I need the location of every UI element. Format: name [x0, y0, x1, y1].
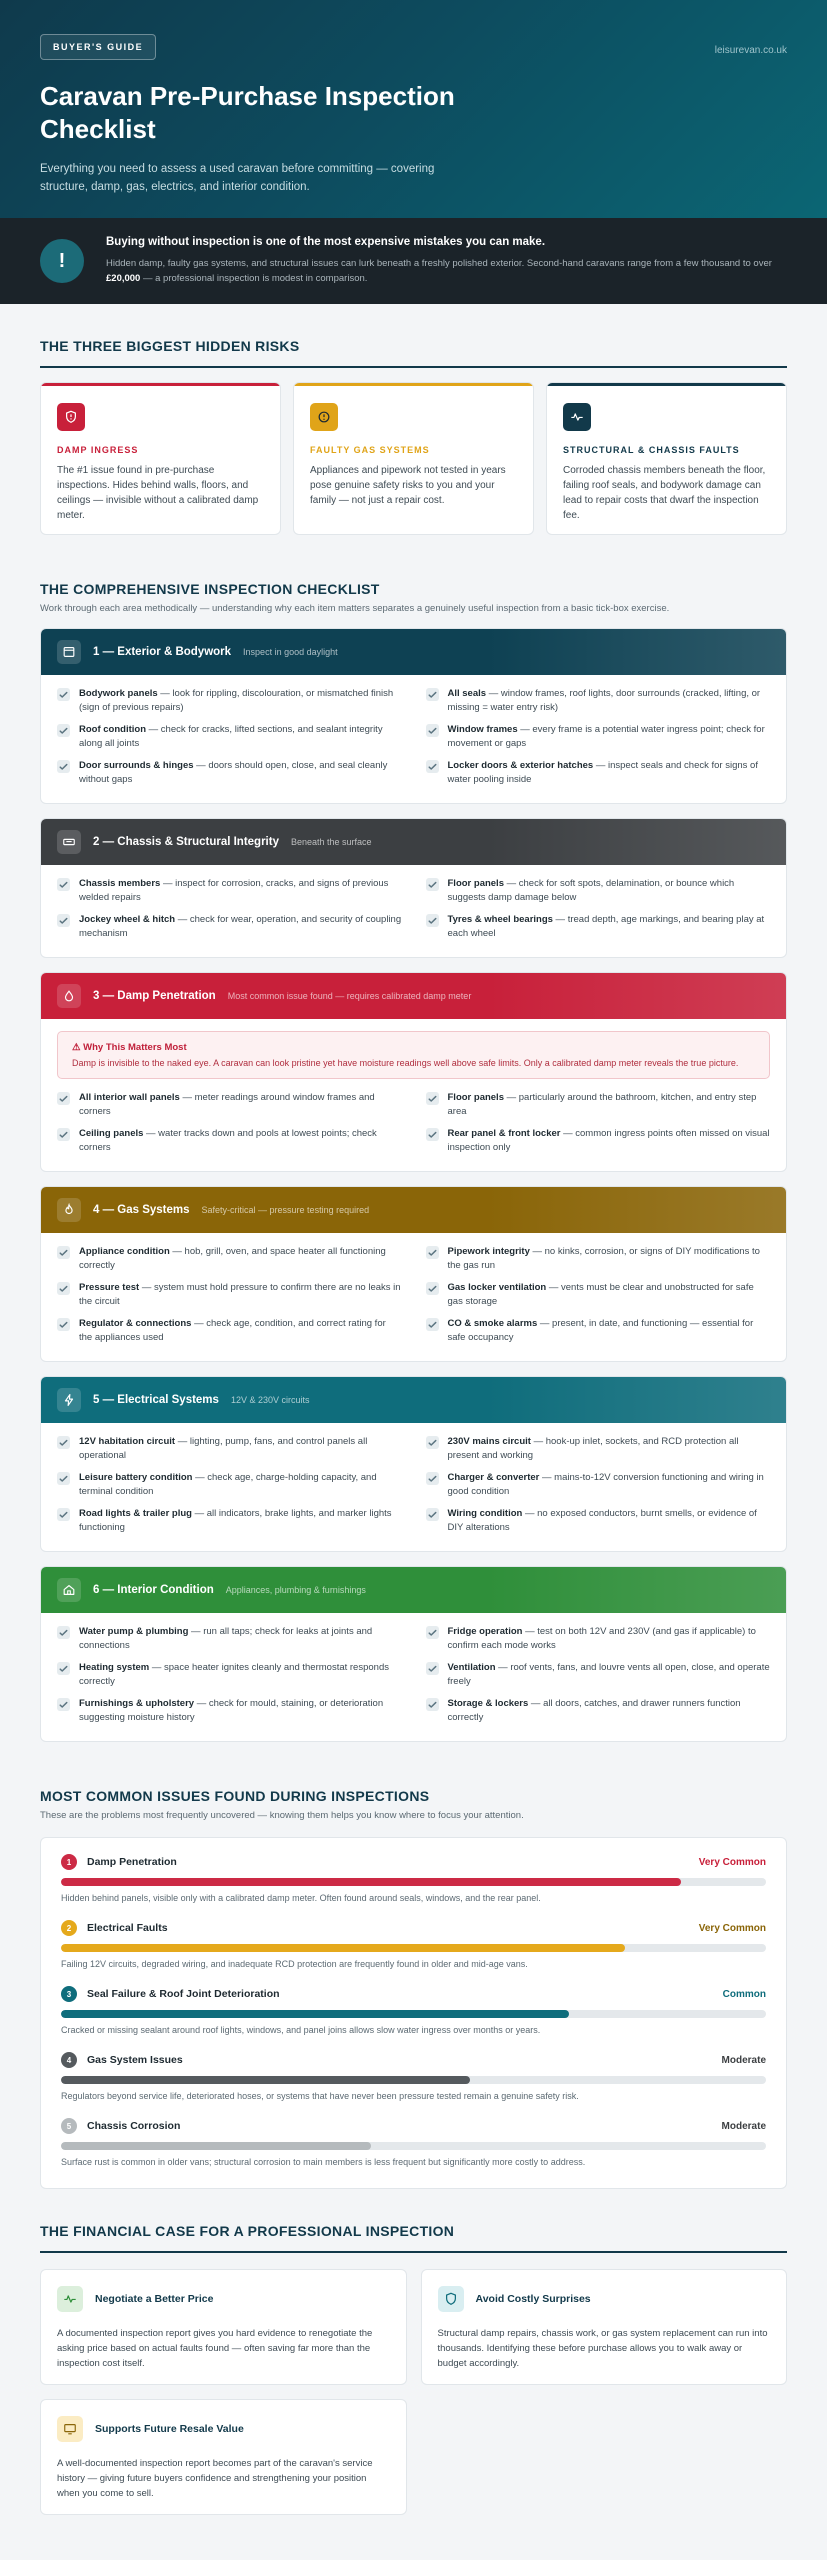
- section-divider: [40, 366, 787, 368]
- checklist-item-name: Jockey wheel & hitch: [79, 914, 176, 925]
- checklist-item[interactable]: [57, 1507, 402, 1535]
- checklist-item-text: [448, 1435, 771, 1463]
- checklist-item[interactable]: [426, 723, 771, 751]
- section-title-financial: THE FINANCIAL CASE FOR A PROFESSIONAL INSPECTION: [40, 2223, 455, 2239]
- checklist-item-name: Fridge operation: [447, 1626, 523, 1637]
- warning-banner: [0, 218, 827, 304]
- category-header: [41, 1377, 786, 1423]
- checklist-item-text: [79, 1245, 402, 1273]
- checklist-item-text: [79, 1281, 402, 1309]
- checklist-item-text: [448, 913, 771, 941]
- checklist-item-name: 230V mains circuit: [447, 1436, 531, 1447]
- checkbox-check-icon[interactable]: [426, 724, 439, 737]
- checklist-item[interactable]: [426, 1317, 771, 1345]
- checkbox-check-icon[interactable]: [426, 1436, 439, 1449]
- checklist-item-name: All seals: [447, 688, 487, 699]
- issue-rank-badge: 4: [61, 2052, 77, 2068]
- checklist-item-text: [448, 1471, 771, 1499]
- checkbox-check-icon[interactable]: [426, 1318, 439, 1331]
- checklist-item-text: [79, 687, 402, 715]
- financial-cards: [40, 2269, 787, 2515]
- checklist-item-name: Rear panel & front locker: [447, 1128, 561, 1139]
- checklist-item-text: [448, 1697, 771, 1725]
- checklist-item[interactable]: [426, 1507, 771, 1535]
- price-highlight: £20,000: [106, 273, 141, 284]
- category-header: [41, 629, 786, 675]
- checklist-item-text: [448, 1317, 771, 1345]
- checklist-item-text: [79, 1625, 402, 1653]
- issue-frequency: Common: [722, 1988, 766, 2000]
- checklist-item-name: Window frames: [447, 724, 518, 735]
- checkbox-check-icon[interactable]: [426, 1246, 439, 1259]
- risk-label: FAULTY GAS SYSTEMS: [310, 445, 430, 455]
- checkbox-check-icon[interactable]: [426, 878, 439, 891]
- checklist-item-name: Ceiling panels: [79, 1128, 144, 1139]
- issue-row: [61, 2118, 766, 2167]
- checklist-item-text: [448, 1507, 771, 1535]
- financial-section: [0, 2189, 827, 2515]
- checklist-item-detail: — check age, charge-holding capacity, and terminal condition: [79, 1472, 377, 1497]
- category-title: 2 — Chassis & Structural Integrity: [93, 836, 279, 848]
- checklist-item[interactable]: [426, 877, 771, 905]
- checklist-item-detail: — check for mould, staining, or deterioration suggesting moisture history: [79, 1698, 384, 1723]
- checkbox-check-icon[interactable]: [426, 1472, 439, 1485]
- checklist-item-name: Road lights & trailer plug: [79, 1508, 192, 1519]
- issue-frequency: Moderate: [721, 2054, 766, 2066]
- issue-frequency-fill: [61, 2142, 371, 2150]
- checklist-item-name: Storage & lockers: [447, 1698, 529, 1709]
- bolt-icon: [57, 1388, 81, 1412]
- checkbox-check-icon[interactable]: [57, 1318, 70, 1331]
- checklist-item-name: Door surrounds & hinges: [79, 760, 194, 771]
- category-subtitle: Safety-critical — pressure testing required: [201, 1205, 370, 1215]
- checklist-item[interactable]: [57, 877, 402, 905]
- checklist-item-name: Ventilation: [447, 1662, 496, 1673]
- issue-name: Chassis Corrosion: [87, 2120, 181, 2132]
- shield-alert-icon: [57, 403, 85, 431]
- checklist-item-text: [448, 1245, 771, 1273]
- checklist-item[interactable]: [57, 687, 402, 715]
- page-title: Caravan Pre-Purchase Inspection Checklist: [40, 81, 455, 144]
- section-title-checklist: THE COMPREHENSIVE INSPECTION CHECKLIST: [40, 581, 380, 597]
- checkbox-check-icon[interactable]: [57, 1128, 70, 1141]
- issue-frequency-bar: [61, 2010, 766, 2018]
- checklist-item-detail: — check for wear, operation, and security of coupling mechanism: [79, 914, 402, 939]
- checkbox-check-icon[interactable]: [426, 1698, 439, 1711]
- checklist-item[interactable]: [426, 759, 771, 787]
- pulse-icon: [57, 2286, 83, 2312]
- checkbox-check-icon[interactable]: [57, 1282, 70, 1295]
- checkbox-check-icon[interactable]: [57, 1662, 70, 1675]
- checklist-item[interactable]: [57, 1091, 402, 1119]
- checklist-item[interactable]: [426, 687, 771, 715]
- financial-card-title: Supports Future Resale Value: [95, 2423, 244, 2435]
- checklist-categories: [0, 628, 827, 1742]
- checklist-item-detail: — roof vents, fans, and louvre vents all open, close, and operate freely: [447, 1662, 770, 1687]
- financial-card-description: Structural damp repairs, chassis work, or gas system replacement can run into thousands. Identifying these before purchase allows you to walk away or budget accordingly.: [437, 2328, 768, 2369]
- section-divider: [40, 2251, 787, 2253]
- checkbox-check-icon[interactable]: [426, 1508, 439, 1521]
- financial-card: [421, 2269, 788, 2385]
- warning-body: Hidden damp, faulty gas systems, and structural issues can lurk beneath a freshly polished exterior. Second-hand caravans range from a few thousand to over £20,000 — a professional inspection is modest in comparison.: [106, 258, 772, 284]
- checklist-item[interactable]: [426, 1245, 771, 1273]
- why-matters-title: ⚠ Why This Matters Most: [72, 1042, 187, 1053]
- category-subtitle: 12V & 230V circuits: [230, 1395, 310, 1405]
- checkbox-check-icon[interactable]: [426, 1092, 439, 1105]
- checklist-item[interactable]: [426, 1127, 771, 1155]
- issue-frequency-bar: [61, 1944, 766, 1952]
- checklist-item-name: Gas locker ventilation: [447, 1282, 547, 1293]
- risk-card: [546, 382, 787, 535]
- risk-card: [40, 382, 281, 535]
- issue-frequency-bar: [61, 2076, 766, 2084]
- checklist-item[interactable]: [426, 1281, 771, 1309]
- checklist-item-text: [448, 1127, 771, 1155]
- checklist-item-detail: — test on both 12V and 230V (and gas if applicable) to confirm each mode works: [447, 1626, 756, 1651]
- checklist-item-text: [448, 687, 771, 715]
- issue-rank-badge: 1: [61, 1854, 77, 1870]
- issue-frequency: Very Common: [698, 1856, 766, 1868]
- checklist-item-detail: — all doors, catches, and drawer runners function correctly: [447, 1698, 741, 1723]
- checklist-item-text: [79, 1661, 402, 1689]
- checklist-category: [40, 972, 787, 1172]
- checklist-item-name: Floor panels: [447, 878, 504, 889]
- checklist-item[interactable]: [426, 913, 771, 941]
- financial-card-title: Avoid Costly Surprises: [475, 2293, 591, 2305]
- risk-label: STRUCTURAL & CHASSIS FAULTS: [563, 445, 740, 455]
- issue-name: Seal Failure & Roof Joint Deterioration: [87, 1988, 280, 2000]
- checklist-item-detail: — inspect seals and check for signs of water pooling inside: [447, 760, 758, 785]
- checkbox-check-icon[interactable]: [426, 914, 439, 927]
- monitor-icon: [57, 2416, 83, 2442]
- issue-frequency-fill: [61, 1944, 625, 1952]
- issues-card: [40, 1837, 787, 2189]
- warning-headline: Buying without inspection is one of the most expensive mistakes you can make.: [106, 236, 546, 248]
- checklist-item-detail: — tread depth, age markings, and bearing play at each wheel: [447, 914, 765, 939]
- risk-description: Corroded chassis members beneath the floor, failing roof seals, and bodywork damage can lead to repair costs that dwarf the inspection fee.: [563, 465, 766, 521]
- checklist-category: [40, 628, 787, 804]
- financial-card: [40, 2269, 407, 2385]
- section-subtitle-issues: These are the problems most frequently uncovered — knowing them helps you know where to focus your attention.: [40, 1810, 524, 1821]
- checklist-item-detail: — inspect for corrosion, cracks, and signs of previous welded repairs: [79, 878, 389, 903]
- checklist-item[interactable]: [57, 1625, 402, 1653]
- checkbox-check-icon[interactable]: [57, 1698, 70, 1711]
- issue-frequency-fill: [61, 2076, 470, 2084]
- checklist-item-name: Tyres & wheel bearings: [447, 914, 553, 925]
- checklist-item-name: All interior wall panels: [79, 1092, 180, 1103]
- checklist-item-text: [448, 1661, 771, 1689]
- category-header: [41, 819, 786, 865]
- checklist-item-text: [448, 759, 771, 787]
- checklist-item-name: 12V habitation circuit: [79, 1436, 176, 1447]
- category-header: [41, 973, 786, 1019]
- why-matters-callout: [57, 1031, 770, 1079]
- category-subtitle: Most common issue found — requires calibrated damp meter: [227, 991, 472, 1001]
- site-link[interactable]: leisurevan.co.uk: [714, 45, 787, 56]
- droplet-icon: [57, 984, 81, 1008]
- checklist-item-detail: — check for cracks, lifted sections, and sealant integrity along all joints: [79, 724, 383, 749]
- pulse-icon: [563, 403, 591, 431]
- checklist-item-text: [79, 1317, 402, 1345]
- common-issues-section: [0, 1756, 827, 2189]
- checklist-item[interactable]: [57, 1317, 402, 1345]
- checklist-item-text: [79, 1091, 402, 1119]
- flame-icon: [57, 1198, 81, 1222]
- checklist-item[interactable]: [57, 1127, 402, 1155]
- checklist-item-text: [79, 1435, 402, 1463]
- issue-frequency: Very Common: [698, 1922, 766, 1934]
- checklist-item-detail: — vents must be clear and unobstructed for safe gas storage: [447, 1282, 754, 1307]
- checklist-item[interactable]: [57, 1281, 402, 1309]
- exclamation-icon: !: [40, 239, 84, 283]
- checklist-item-name: Locker doors & exterior hatches: [447, 760, 594, 771]
- checklist-item-text: [79, 913, 402, 941]
- checkbox-check-icon[interactable]: [426, 1662, 439, 1675]
- checklist-item-text: [79, 1127, 402, 1155]
- financial-card-title: Negotiate a Better Price: [95, 2293, 214, 2305]
- checklist-item-name: Floor panels: [447, 1092, 504, 1103]
- checklist-item[interactable]: [426, 1697, 771, 1725]
- checklist-item-text: [448, 1091, 771, 1119]
- category-subtitle: Inspect in good daylight: [243, 647, 338, 657]
- risk-cards: [40, 382, 787, 535]
- checklist-item[interactable]: [57, 1435, 402, 1463]
- checklist-item-text: [79, 877, 402, 905]
- financial-card: [40, 2399, 407, 2515]
- checklist-category: [40, 1186, 787, 1362]
- checkbox-check-icon[interactable]: [57, 914, 70, 927]
- checklist-item-detail: — space heater ignites cleanly and thermostat responds correctly: [79, 1662, 389, 1687]
- issue-note: Hidden behind panels, visible only with a calibrated damp meter. Often found around seals, windows, and the rear panel.: [61, 1893, 541, 1903]
- checkbox-check-icon[interactable]: [57, 724, 70, 737]
- checklist-item-detail: — all indicators, brake lights, and marker lights functioning: [79, 1508, 392, 1533]
- checklist-item-detail: — common ingress points often missed on visual inspection only: [447, 1128, 770, 1153]
- checkbox-check-icon[interactable]: [426, 1626, 439, 1639]
- checklist-item-text: [79, 759, 402, 787]
- checklist-item-name: Roof condition: [79, 724, 147, 735]
- warning-circle-icon: [310, 403, 338, 431]
- issue-rank-badge: 3: [61, 1986, 77, 2002]
- checklist-item[interactable]: [57, 1245, 402, 1273]
- section-title-issues: MOST COMMON ISSUES FOUND DURING INSPECTIONS: [40, 1788, 430, 1804]
- category-header: [41, 1187, 786, 1233]
- checklist-item[interactable]: [57, 723, 402, 751]
- checklist-item-name: Water pump & plumbing: [79, 1626, 189, 1637]
- checklist-item-name: Pressure test: [79, 1282, 140, 1293]
- guide-badge: BUYER'S GUIDE: [40, 34, 156, 60]
- checklist-item-text: [79, 723, 402, 751]
- checklist-item[interactable]: [426, 1625, 771, 1653]
- checklist-item[interactable]: [57, 1471, 402, 1499]
- home-icon: [57, 1578, 81, 1602]
- issue-frequency-bar: [61, 1878, 766, 1886]
- checklist-item-text: [448, 723, 771, 751]
- issue-row: [61, 1854, 766, 1903]
- page-subtitle: Everything you need to assess a used caravan before committing — covering structure, damp, gas, electrics, and interior condition.: [40, 163, 435, 193]
- issue-rank-badge: 5: [61, 2118, 77, 2134]
- checklist-item-name: Regulator & connections: [79, 1318, 192, 1329]
- checklist-item-detail: — look for rippling, discolouration, or mismatched finish (sign of previous repairs): [79, 688, 394, 713]
- checklist-item-detail: — no exposed conductors, burnt smells, or evidence of DIY alterations: [447, 1508, 757, 1533]
- checklist-item[interactable]: [426, 1661, 771, 1689]
- checklist-item-text: [448, 1625, 771, 1653]
- category-header: [41, 1567, 786, 1613]
- checklist-item-detail: — hook-up inlet, sockets, and RCD protection all present and working: [447, 1436, 739, 1461]
- issue-name: Gas System Issues: [87, 2054, 183, 2066]
- checklist-item-detail: — check for soft spots, delamination, or bounce which suggests damp damage below: [447, 878, 735, 903]
- financial-card-description: A documented inspection report gives you hard evidence to renegotiate the asking price based on actual faults found — often saving far more than the inspection cost itself.: [57, 2328, 373, 2369]
- checklist-item-detail: — no kinks, corrosion, or signs of DIY modifications to the gas run: [447, 1246, 760, 1271]
- checklist-item-name: Chassis members: [79, 878, 161, 889]
- checklist-item[interactable]: [57, 1661, 402, 1689]
- checklist-item-detail: — every frame is a potential water ingress point; check for movement or gaps: [447, 724, 765, 749]
- checkbox-check-icon[interactable]: [57, 1246, 70, 1259]
- checklist-item-text: [448, 877, 771, 905]
- checklist-item-detail: — meter readings around window frames and corners: [79, 1092, 375, 1117]
- risk-description: The #1 issue found in pre-purchase inspections. Hides behind walls, floors, and ceilings — invisible without a calibrated damp meter.: [57, 465, 259, 521]
- risk-card: [293, 382, 534, 535]
- category-title: 6 — Interior Condition: [93, 1584, 214, 1596]
- window-icon: [57, 640, 81, 664]
- issue-rank-badge: 2: [61, 1920, 77, 1936]
- chassis-icon: [57, 830, 81, 854]
- issue-frequency-fill: [61, 2010, 569, 2018]
- issue-note: Surface rust is common in older vans; structural corrosion to main members is less frequent but significantly more costly to address.: [61, 2157, 586, 2167]
- checkbox-check-icon[interactable]: [57, 760, 70, 773]
- checklist-item[interactable]: [57, 913, 402, 941]
- section-title-risks: THE THREE BIGGEST HIDDEN RISKS: [40, 338, 300, 354]
- checkbox-check-icon[interactable]: [426, 760, 439, 773]
- checklist-item-name: Pipework integrity: [447, 1246, 530, 1257]
- issue-frequency-fill: [61, 1878, 681, 1886]
- checkbox-check-icon[interactable]: [426, 1282, 439, 1295]
- checkbox-check-icon[interactable]: [426, 1128, 439, 1141]
- checklist-item-name: CO & smoke alarms: [447, 1318, 538, 1329]
- checklist-item-detail: — doors should open, close, and seal cleanly without gaps: [79, 760, 388, 785]
- checklist-item[interactable]: [57, 759, 402, 787]
- checkbox-check-icon[interactable]: [57, 1626, 70, 1639]
- checklist-item-name: Bodywork panels: [79, 688, 158, 699]
- checklist-category: [40, 1376, 787, 1552]
- checklist-item-name: Charger & converter: [447, 1472, 540, 1483]
- shield-icon: [438, 2286, 464, 2312]
- category-title: 5 — Electrical Systems: [93, 1394, 219, 1406]
- issue-note: Regulators beyond service life, deteriorated hoses, or systems that have never been pressure tested remain a genuine safety risk.: [61, 2091, 579, 2101]
- category-title: 4 — Gas Systems: [93, 1204, 190, 1216]
- checklist-item-detail: — run all taps; check for leaks at joints and connections: [79, 1626, 373, 1651]
- financial-card-description: A well-documented inspection report becomes part of the caravan's service history — giving future buyers confidence and strengthening your position when you come to sell.: [57, 2458, 373, 2499]
- checklist-item[interactable]: [426, 1091, 771, 1119]
- checklist-item-name: Furnishings & upholstery: [79, 1698, 195, 1709]
- issue-row: [61, 1920, 766, 1969]
- checklist-item-name: Heating system: [79, 1662, 150, 1673]
- checkbox-check-icon[interactable]: [57, 878, 70, 891]
- checklist-item[interactable]: [57, 1697, 402, 1725]
- category-title: 3 — Damp Penetration: [93, 990, 216, 1002]
- category-subtitle: Beneath the surface: [290, 837, 372, 847]
- checklist-item-detail: — window frames, roof lights, door surrounds (cracked, lifting, or missing = water entry risk): [447, 688, 761, 713]
- checklist-item-detail: — hob, grill, oven, and space heater all functioning correctly: [79, 1246, 386, 1271]
- checklist-item-detail: — check age, condition, and correct rating for the appliances used: [79, 1318, 386, 1343]
- checklist-item-detail: — particularly around the bathroom, kitchen, and entry step area: [447, 1092, 757, 1117]
- hero-header: [0, 0, 827, 218]
- checklist-item-detail: — water tracks down and pools at lowest points; check corners: [79, 1128, 377, 1153]
- issue-name: Damp Penetration: [87, 1856, 177, 1868]
- checklist-item-detail: — system must hold pressure to confirm there are no leaks in the circuit: [79, 1282, 401, 1307]
- checkbox-check-icon[interactable]: [57, 1092, 70, 1105]
- category-title: 1 — Exterior & Bodywork: [93, 646, 232, 658]
- checklist-item-text: [79, 1507, 402, 1535]
- issue-row: [61, 1986, 766, 2035]
- checklist-item-detail: — mains-to-12V conversion functioning and wiring in good condition: [447, 1472, 764, 1497]
- issue-note: Cracked or missing sealant around roof lights, windows, and panel joins allows slow water ingress over months or years.: [61, 2025, 541, 2035]
- why-matters-text: Damp is invisible to the naked eye. A caravan can look pristine yet have moisture readings well above safe limits. Only a calibrated damp meter reveals the true picture.: [72, 1058, 739, 1068]
- checklist-item-name: Wiring condition: [447, 1508, 523, 1519]
- checklist-section: [0, 535, 827, 1742]
- checklist-item-detail: — lighting, pump, fans, and control panels all operational: [79, 1436, 368, 1461]
- checklist-item-text: [79, 1697, 402, 1725]
- category-subtitle: Appliances, plumbing & furnishings: [225, 1585, 366, 1595]
- checklist-item[interactable]: [426, 1471, 771, 1499]
- checkbox-check-icon[interactable]: [57, 688, 70, 701]
- checkbox-check-icon[interactable]: [57, 1508, 70, 1521]
- checklist-item-text: [79, 1471, 402, 1499]
- checklist-item[interactable]: [426, 1435, 771, 1463]
- issue-frequency: Moderate: [721, 2120, 766, 2132]
- checkbox-check-icon[interactable]: [57, 1472, 70, 1485]
- checkbox-check-icon[interactable]: [426, 688, 439, 701]
- checklist-category: [40, 1566, 787, 1742]
- issue-name: Electrical Faults: [87, 1922, 168, 1934]
- hidden-risks-section: [0, 304, 827, 535]
- section-subtitle-checklist: Work through each area methodically — understanding why each item matters separates a genuinely useful inspection from a basic tick-box exercise.: [40, 603, 670, 614]
- risk-label: DAMP INGRESS: [57, 445, 139, 455]
- checkbox-check-icon[interactable]: [57, 1436, 70, 1449]
- risk-description: Appliances and pipework not tested in years pose genuine safety risks to you and your family — not just a repair cost.: [310, 465, 506, 506]
- checklist-item-detail: — present, in date, and functioning — essential for safe occupancy: [447, 1318, 754, 1343]
- checklist-item-text: [448, 1281, 771, 1309]
- issue-row: [61, 2052, 766, 2101]
- checklist-category: [40, 818, 787, 958]
- checklist-item-name: Leisure battery condition: [79, 1472, 193, 1483]
- issue-note: Failing 12V circuits, degraded wiring, and inadequate RCD protection are frequently found in older and mid-age vans.: [61, 1959, 528, 1969]
- checklist-item-name: Appliance condition: [79, 1246, 170, 1257]
- issue-frequency-bar: [61, 2142, 766, 2150]
